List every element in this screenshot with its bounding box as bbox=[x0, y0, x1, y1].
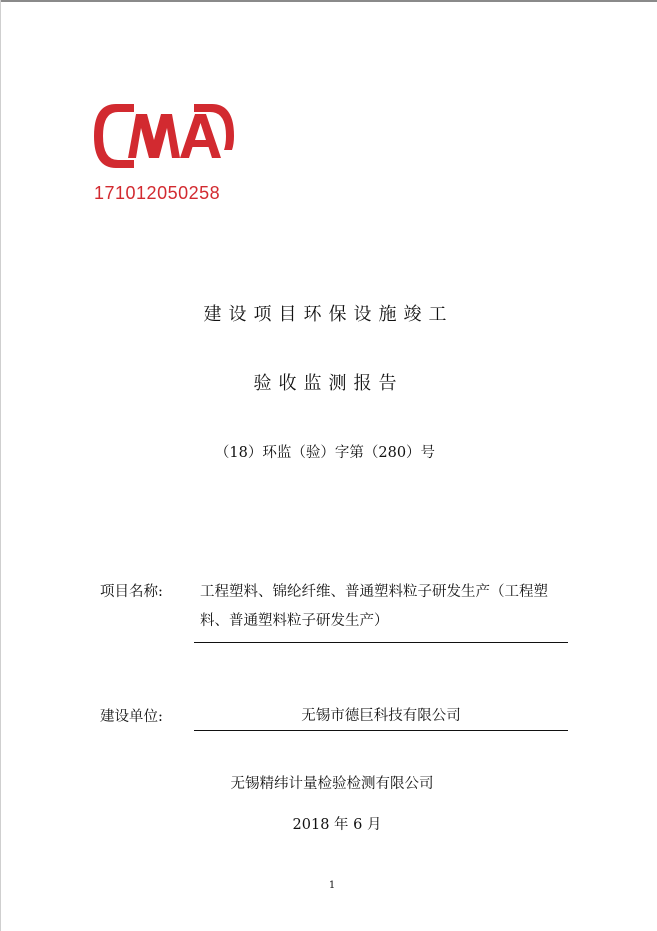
construction-unit-value: 无锡市德巨科技有限公司 bbox=[301, 708, 461, 724]
construction-unit-label: 建设单位: bbox=[100, 709, 163, 725]
project-name-underline bbox=[194, 642, 568, 643]
issuing-organization: 无锡精纬计量检验检测有限公司 bbox=[230, 776, 434, 792]
page-number: 1 bbox=[328, 880, 336, 891]
certificate-number: 171012050258 bbox=[94, 183, 221, 203]
report-title-line2: 验收监测报告 bbox=[253, 373, 404, 394]
report-number: （18）环监（验）字第（280）号 bbox=[214, 445, 436, 461]
report-date: 2018 年 6 月 bbox=[292, 817, 382, 833]
construction-unit-underline bbox=[194, 730, 568, 731]
page-top-border bbox=[0, 0, 657, 2]
project-name-value: 工程塑料、锦纶纤维、普通塑料粒子研发生产（工程塑料、普通塑料粒子研发生产） bbox=[200, 584, 548, 629]
cma-seal-icon bbox=[90, 100, 238, 172]
report-title-line1: 建设项目环保设施竣工 bbox=[203, 304, 454, 325]
project-name-label: 项目名称: bbox=[100, 584, 163, 600]
